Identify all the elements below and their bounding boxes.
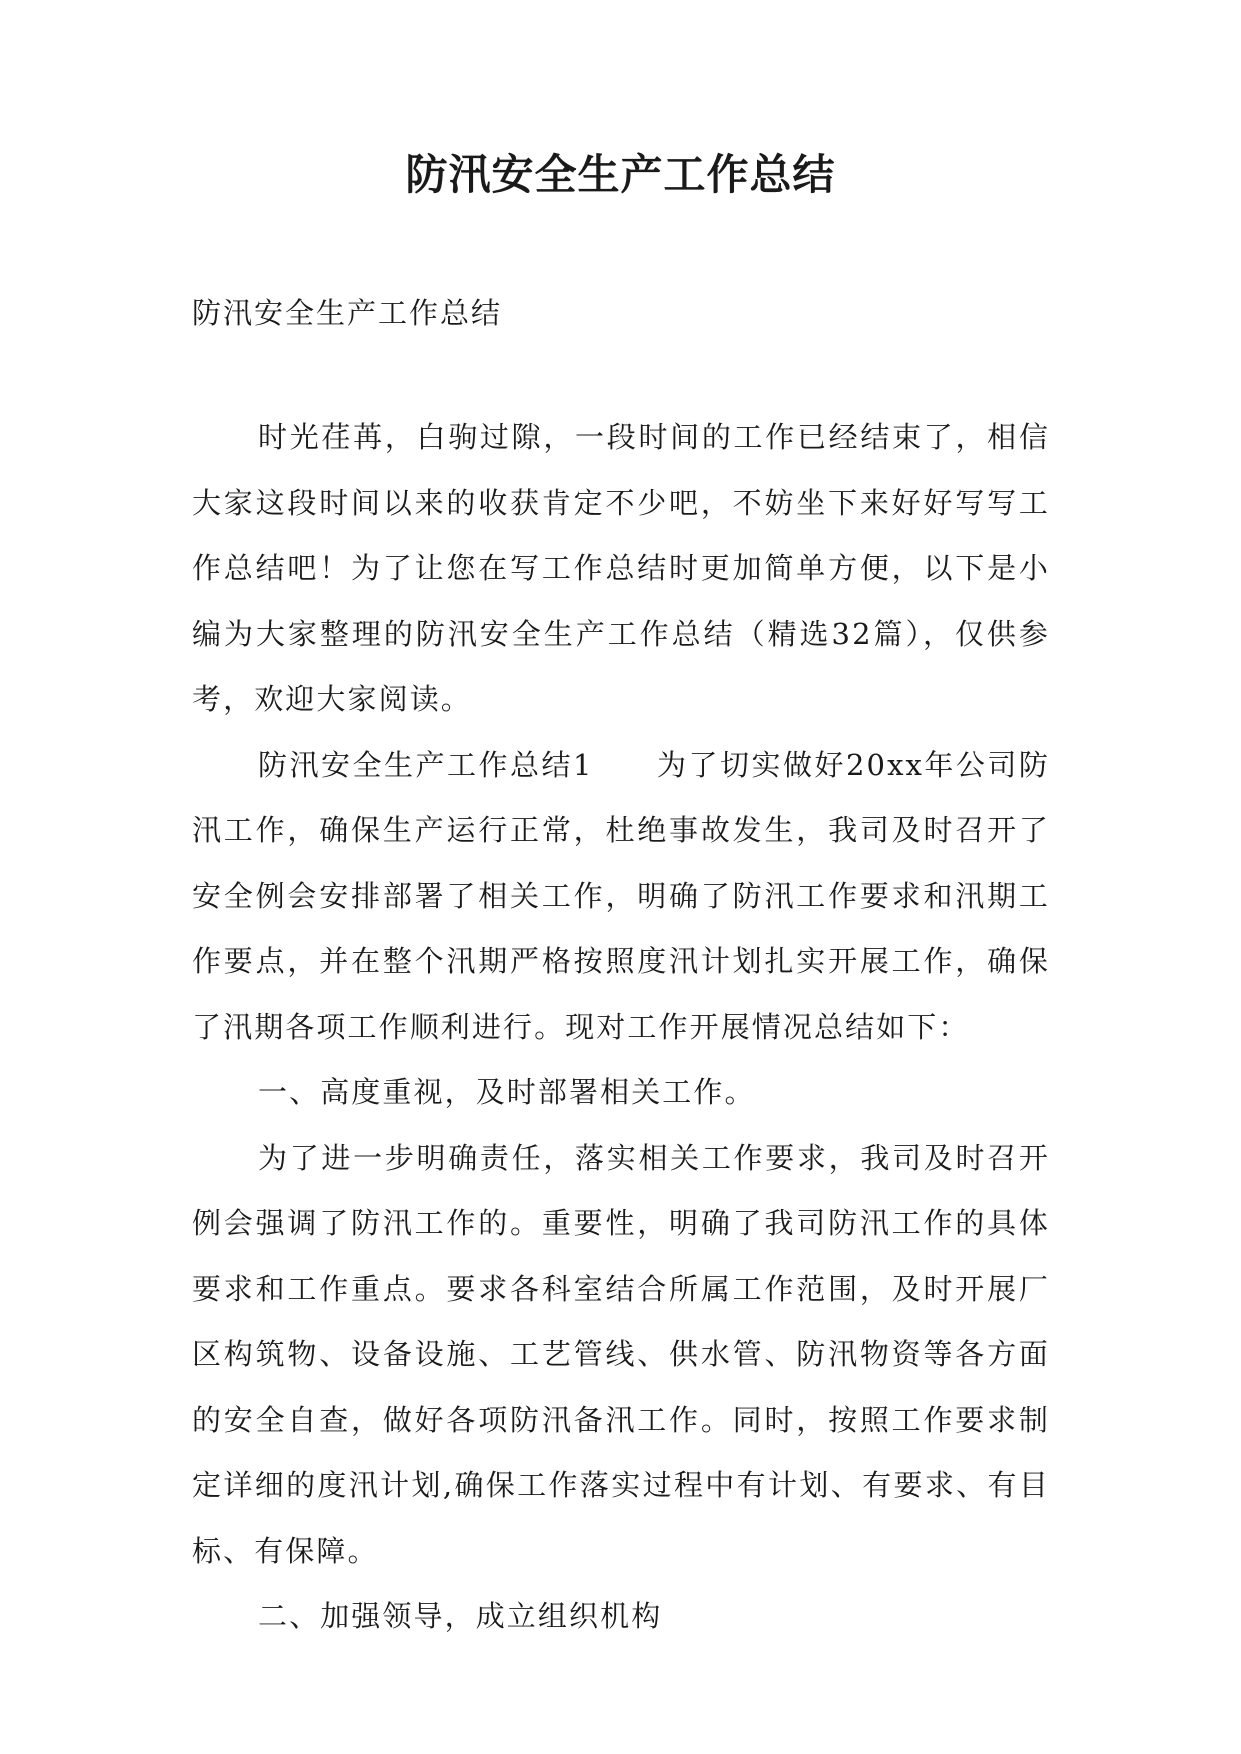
paragraph-summary-1: 防汛安全生产工作总结1 为了切实做好20xx年公司防汛工作，确保生产运行正常，杜绝事故发生，我司及时召开了安全例会安排部署了相关工作，明确了防汛工作要求和汛期工作要点，并在整个汛期严格按照度汛计划扎实开展工作，确保了汛期各项工作顺利进行。现对工作开展情况总结如下：	[192, 747, 1050, 1044]
paragraph-intro: 时光荏苒，白驹过隙，一段时间的工作已经结束了，相信大家这段时间以来的收获肯定不少吧，不妨坐下来好好写写工作总结吧！为了让您在写工作总结时更加简单方便，以下是小编为大家整理的防汛安全生产工作总结（精选32篇），仅供参考，欢迎大家阅读。	[192, 420, 1050, 716]
heading-section-2: 二、加强领导，成立组织机构	[258, 1599, 663, 1633]
document-body	[192, 405, 1050, 1650]
paragraph-section-1: 为了进一步明确责任，落实相关工作要求，我司及时召开例会强调了防汛工作的。重要性，明确了我司防汛工作的具体要求和工作重点。要求各科室结合所属工作范围，及时开展厂区构筑物、设备设施、工艺管线、供水管、防汛物资等各方面的安全自查，做好各项防汛备汛工作。同时，按照工作要求制定详细的度汛计划,确保工作落实过程中有计划、有要求、有目标、有保障。	[192, 1140, 1050, 1568]
document-title: 防汛安全生产工作总结	[405, 150, 836, 199]
heading-section-1: 一、高度重视，及时部署相关工作。	[258, 1075, 756, 1109]
document-subtitle: 防汛安全生产工作总结	[192, 296, 503, 330]
